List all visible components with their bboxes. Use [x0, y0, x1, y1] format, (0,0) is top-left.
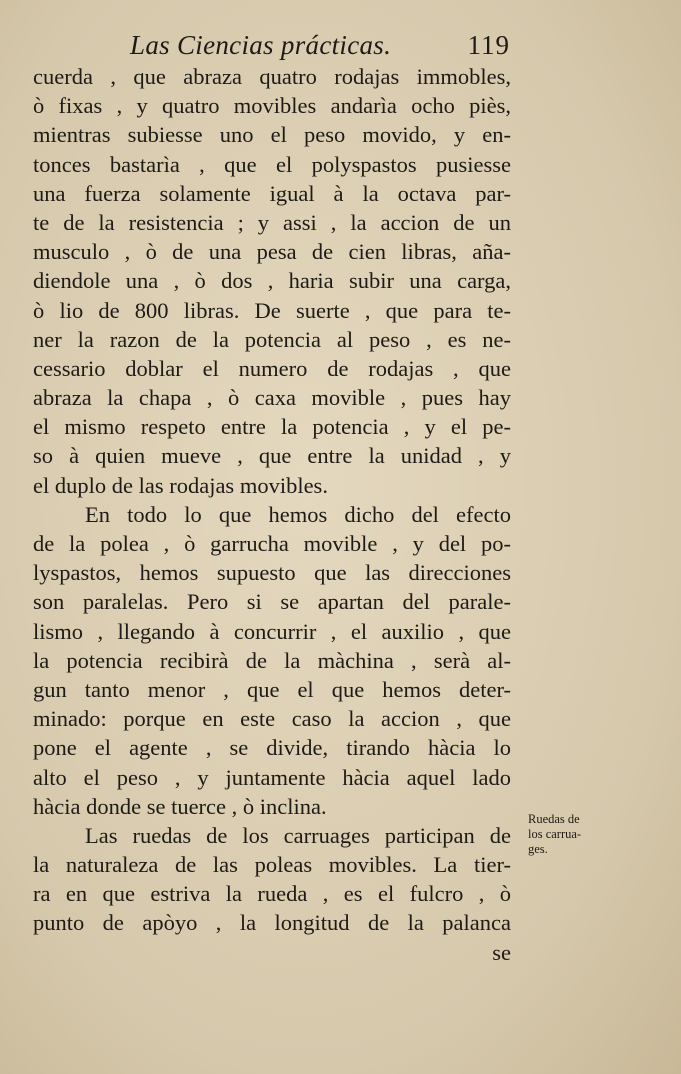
text-line: ner la razon de la potencia al peso , es ne-: [33, 326, 511, 352]
text-line: ra en que estriva la rueda , es el fulcro , ò: [33, 881, 511, 907]
text-line: abraza la chapa , ò caxa movible , pues hay: [33, 385, 511, 411]
text-line: diendole una , ò dos , haria subir una carga,: [33, 268, 511, 294]
text-line: lismo , llegando à concurrir , el auxilio , que: [33, 618, 511, 644]
text-line: hàcia donde se tuerce , ò inclina.: [33, 793, 327, 819]
text-line: ò lio de 800 libras. De suerte , que para te-: [33, 297, 511, 323]
body-text: [33, 62, 511, 967]
text-line: son paralelas. Pero si se apartan del parale-: [33, 589, 511, 615]
catchword: se: [492, 939, 511, 965]
margin-note-line: los carrua-: [528, 827, 582, 841]
text-line: tonces bastarìa , que el polyspastos pusiesse: [33, 151, 511, 177]
text-line: ò fixas , y quatro movibles andarìa ocho piès,: [33, 93, 511, 119]
text-line: mientras subiesse uno el peso movido, y en-: [33, 122, 511, 148]
text-line: Las ruedas de los carruages participan de: [85, 822, 511, 848]
text-line: En todo lo que hemos dicho del efecto: [85, 501, 511, 527]
text-line: cessario doblar el numero de rodajas , que: [33, 355, 511, 381]
text-line: so à quien mueve , que entre la unidad , y: [33, 443, 511, 469]
margin-note-line: ges.: [528, 842, 548, 856]
text-line: pone el agente , se divide, tirando hàcia lo: [33, 735, 511, 761]
running-title: Las Ciencias prácticas.: [130, 30, 392, 60]
text-line: una fuerza solamente igual à la octava par-: [33, 180, 511, 206]
page-header: [130, 30, 510, 64]
text-line: alto el peso , y juntamente hàcia aquel lado: [33, 764, 511, 790]
text-line: lyspastos, hemos supuesto que las direcciones: [33, 560, 511, 586]
page-number: 119: [467, 30, 510, 60]
text-line: te de la resistencia ; y assi , la accion de un: [33, 209, 511, 235]
text-line: el mismo respeto entre la potencia , y el pe-: [33, 414, 511, 440]
text-line: gun tanto menor , que el que hemos deter-: [33, 676, 511, 702]
text-line: minado: porque en este caso la accion , que: [33, 706, 511, 732]
text-line: la potencia recibirà de la màchina , serà al-: [33, 647, 511, 673]
text-line: musculo , ò de una pesa de cien libras, aña-: [33, 239, 511, 265]
margin-note-line: Ruedas de: [528, 812, 580, 826]
text-line: cuerda , que abraza quatro rodajas immobles,: [33, 64, 511, 89]
margin-note: [528, 812, 618, 857]
text-line: punto de apòyo , la longitud de la palanca: [33, 910, 511, 936]
text-line: el duplo de las rodajas movibles.: [33, 472, 328, 498]
text-line: de la polea , ò garrucha movible , y del po-: [33, 531, 511, 556]
text-line: la naturaleza de las poleas movibles. La tier-: [33, 852, 511, 878]
